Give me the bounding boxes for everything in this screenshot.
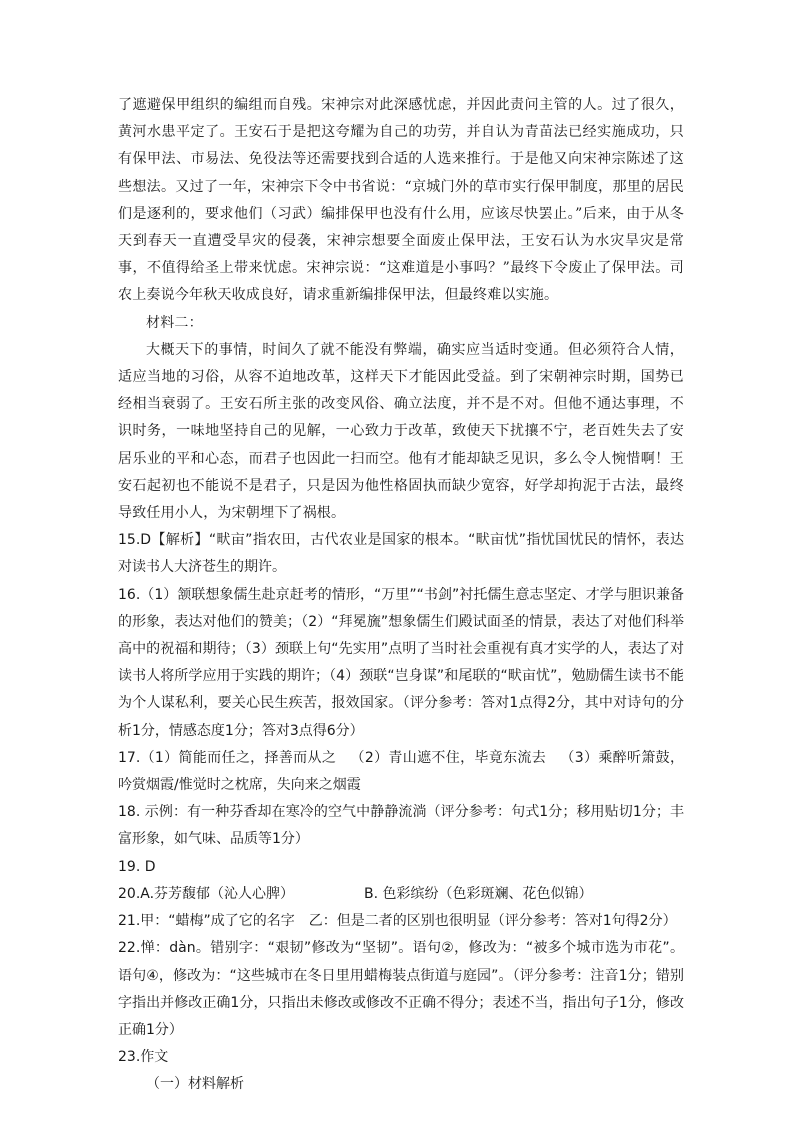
answer-15: 15.D【解析】“畎亩”指农田，古代农业是国家的根本。“畎亩忧”指忧国忧民的情怀，表达对读书人大济苍生的期许。	[118, 532, 684, 576]
answer-17-part-2: （2）青山遮不住，毕竟东流去	[350, 749, 547, 766]
answer-21: 21.甲：“蜡梅”成了它的名字 乙：但是二者的区别也很明显（评分参考：答对1句得2分）	[118, 913, 677, 930]
answer-page	[118, 92, 684, 1099]
answer-22: 22.惮：dàn。错别字：“艰韧”修改为“坚韧”。语句②，修改为：“被多个城市选为市花”。语句④，修改为：“这些城市在冬日里用蜡梅装点街道与庭园”。（评分参考：注音1分；错别字指出并修改正确1分，只指出未修改或修改不正确不得分；表述不当，指出句子1分，修改正确1分）	[118, 940, 684, 1038]
answer-23: 23.作文	[118, 1049, 169, 1066]
answer-23-subheading: （一）材料解析	[146, 1076, 244, 1093]
material-one-paragraph: 了遮避保甲组织的编组而自残。宋神宗对此深感忧虑，并因此责问主管的人。过了很久，黄河水患平定了。王安石于是把这夸耀为自己的功劳，并自认为青苗法已经实施成功，只有保甲法、市易法、免役法等还需要找到合适的人选来推行。于是他又向宋神宗陈述了这些想法。又过了一年，宋神宗下令中书省说：“京城门外的草市实行保甲制度，那里的居民们是逐利的，要求他们（习武）编排保甲也没有什么用，应该尽快罢止。”后来，由于从冬天到春天一直遭受旱灾的侵袭，宋神宗想要全面废止保甲法，王安石认为水灾旱灾是常事，不值得给圣上带来忧虑。宋神宗说：“这难道是小事吗？”最终下令废止了保甲法。司农上奏说今年秋天收成良好，请求重新编排保甲法，但最终难以实施。	[118, 97, 684, 304]
answer-19: 19. D	[118, 858, 156, 875]
answer-17-part-1: 17.（1）简能而任之，择善而从之	[118, 749, 337, 766]
answer-17	[118, 745, 684, 799]
material-two-label: 材料二：	[146, 314, 203, 331]
answer-20-a: 20.A.芬芳馥郁（沁人心脾）	[118, 885, 295, 902]
answer-20-b: B. 色彩缤纷（色彩斑斓、花色似锦）	[364, 885, 593, 902]
answer-18: 18. 示例：有一种芬香却在寒冷的空气中静静流淌（评分参考：句式1分；移用贴切1分；丰富形象，如气味、品质等1分）	[118, 804, 684, 848]
answer-17-part-3: （3）乘醉听箫鼓，吟赏烟霞/惟觉时之枕席，失向来之烟霞	[118, 749, 684, 794]
answer-20	[118, 881, 684, 908]
material-two-paragraph: 大概天下的事情，时间久了就不能没有弊端，确实应当适时变通。但必须符合人情，适应当地的习俗，从容不迫地改革，这样天下才能因此受益。到了宋朝神宗时期，国势已经相当衰弱了。王安石所主张的改变风俗、确立法度，并不是不对。但他不通达事理，不识时务，一味地坚持自己的见解，一心致力于改革，致使天下扰攘不宁，老百姓失去了安居乐业的平和心态，而君子也因此一扫而空。他有才能却缺乏见识，多么令人惋惜啊！王安石起初也不能说不是君子，只是因为他性格固执而缺少宽容，好学却拘泥于古法，最终导致任用小人，为宋朝埋下了祸根。	[118, 341, 684, 522]
answer-16: 16.（1）颔联想象儒生赴京赶考的情形，“万里”“书剑”衬托儒生意志坚定、才学与胆识兼备的形象，表达对他们的赞美；（2）“拜冕旒”想象儒生们殿试面圣的情景，表达了对他们科举高中的祝福和期待；（3）颈联上句“先实用”点明了当时社会重视有真才实学的人，表达了对读书人将所学应用于实践的期许；（4）颈联“岂身谋”和尾联的“畎亩忧”，勉励儒生读书不能为个人谋私利，要关心民生疾苦，报效国家。（评分参考：答对1点得2分，其中对诗句的分析1分，情感态度1分；答对3点得6分）	[118, 586, 684, 739]
